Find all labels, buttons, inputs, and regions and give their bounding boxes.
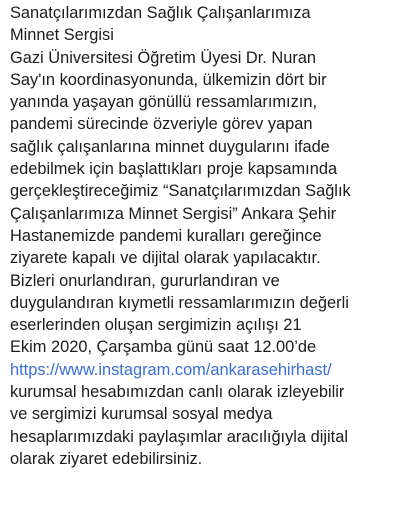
post-line: ziyarete kapalı ve dijital olarak yapılacaktır. <box>10 249 321 268</box>
post-line: Hastanemizde pandemi kuralları gereğince <box>10 226 322 245</box>
post-line: Gazi Üniversitesi Öğretim Üyesi Dr. Nuran <box>10 48 317 67</box>
post-line: Say'ın koordinasyonunda, ülkemizin dört bir <box>10 70 327 89</box>
post-line: olarak ziyaret edebilirsiniz. <box>10 449 203 468</box>
post-line: edebilmek için başlattıkları proje kapsamında <box>10 160 338 179</box>
post-text <box>10 2 402 470</box>
post-line: sağlık çalışanlarına minnet duygularını ifade <box>10 137 330 156</box>
post-line: Minnet Sergisi <box>10 26 114 45</box>
post-line: eserlerinden oluşan sergimizin açılışı 21 <box>10 316 302 335</box>
post-line: ve sergimizi kurumsal sosyal medya <box>10 405 273 424</box>
post-line: hesaplarımızdaki paylaşımlar aracılığıyla dijital <box>10 427 348 446</box>
post-line: gerçekleştireceğimiz “Sanatçılarımızdan Sağlık <box>10 182 351 201</box>
post-line: Sanatçılarımızdan Sağlık Çalışanlarımıza <box>10 4 311 22</box>
post-line: yanında yaşayan gönüllü ressamlarımızın, <box>10 93 318 112</box>
post-line: pandemi sürecinde özveriyle görev yapan <box>10 115 313 134</box>
post-line: Ekim 2020, Çarşamba günü saat 12.00’de <box>10 338 317 357</box>
post-line: Bizleri onurlandıran, gururlandıran ve <box>10 271 280 290</box>
post-line: Çalışanlarımıza Minnet Sergisi” Ankara Şehir <box>10 204 337 223</box>
instagram-link[interactable]: https://www.instagram.com/ankarasehirhast/ <box>10 360 332 379</box>
post-line: duygulandıran kıymetli ressamlarımızın değerli <box>10 293 349 312</box>
post-line: kurumsal hesabımızdan canlı olarak izleyebilir <box>10 383 345 402</box>
